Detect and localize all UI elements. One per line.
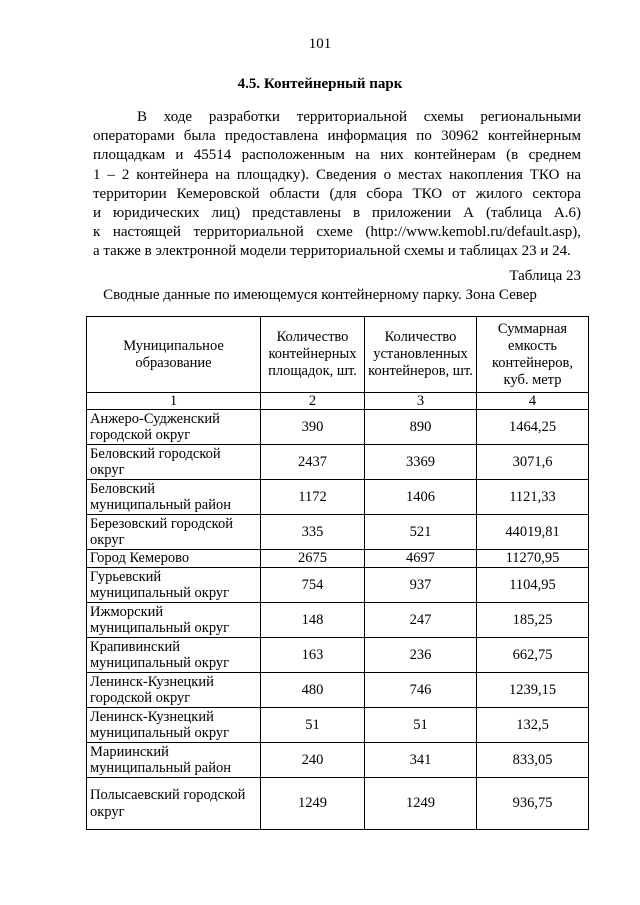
containers-cell: 521 [365, 515, 477, 550]
table-caption: Сводные данные по имеющемуся контейнерному парку. Зона Север [103, 287, 537, 303]
containers-cell: 51 [365, 708, 477, 743]
paragraph-line: а также в электронной модели территориальной схемы и таблицах 23 и 24. [93, 243, 571, 260]
municipality-cell: Мариинский муниципальный район [87, 743, 261, 778]
table-row [87, 568, 589, 603]
municipality-cell: Ленинск-Кузнецкий муниципальный округ [87, 708, 261, 743]
municipality-cell: Крапивинский муниципальный округ [87, 638, 261, 673]
sites-cell: 1249 [261, 778, 365, 830]
header-sites: Количество контейнерных площадок, шт. [261, 317, 365, 393]
page-number: 101 [308, 36, 332, 52]
table-row [87, 673, 589, 708]
table-row [87, 708, 589, 743]
containers-cell: 247 [365, 603, 477, 638]
volume-cell: 1104,95 [477, 568, 589, 603]
volume-cell: 185,25 [477, 603, 589, 638]
table-row [87, 480, 589, 515]
volume-cell: 936,75 [477, 778, 589, 830]
sites-cell: 240 [261, 743, 365, 778]
header-volume: Суммарная емкость контейнеров, куб. метр [477, 317, 589, 393]
volume-cell: 662,75 [477, 638, 589, 673]
municipality-cell: Беловский городской округ [87, 445, 261, 480]
volume-cell: 44019,81 [477, 515, 589, 550]
volume-cell: 1121,33 [477, 480, 589, 515]
sites-cell: 480 [261, 673, 365, 708]
municipality-cell: Ленинск-Кузнецкий городской округ [87, 673, 261, 708]
section-title: 4.5. Контейнерный парк [237, 76, 403, 92]
column-number: 3 [365, 393, 477, 410]
volume-cell: 833,05 [477, 743, 589, 778]
sites-cell: 148 [261, 603, 365, 638]
municipality-cell: Полысаевский городской округ [87, 778, 261, 830]
volume-cell: 1239,15 [477, 673, 589, 708]
volume-cell: 3071,6 [477, 445, 589, 480]
table-row [87, 603, 589, 638]
sites-cell: 51 [261, 708, 365, 743]
paragraph-line: В ходе разработки территориальной схемы региональными [137, 109, 581, 125]
table-row [87, 550, 589, 568]
municipality-cell: Анжеро-Судженский городской округ [87, 410, 261, 445]
volume-cell: 1464,25 [477, 410, 589, 445]
containers-cell: 4697 [365, 550, 477, 568]
containers-cell: 937 [365, 568, 477, 603]
sites-cell: 163 [261, 638, 365, 673]
containers-cell: 746 [365, 673, 477, 708]
volume-cell: 11270,95 [477, 550, 589, 568]
municipality-cell: Ижморский муниципальный округ [87, 603, 261, 638]
table-label: Таблица 23 [509, 268, 581, 284]
header-municipality: Муниципальное образование [87, 317, 261, 393]
sites-cell: 335 [261, 515, 365, 550]
sites-cell: 1172 [261, 480, 365, 515]
volume-cell: 132,5 [477, 708, 589, 743]
table-row [87, 445, 589, 480]
containers-cell: 3369 [365, 445, 477, 480]
containers-cell: 1406 [365, 480, 477, 515]
municipality-cell: Гурьевский муниципальный округ [87, 568, 261, 603]
table-row [87, 778, 589, 830]
containers-cell: 1249 [365, 778, 477, 830]
paragraph-line: и юридических лиц) представлены в приложении А (таблица А.6) [93, 204, 581, 221]
municipality-cell: Березовский городской округ [87, 515, 261, 550]
table-header-row [87, 317, 589, 393]
column-number: 4 [477, 393, 589, 410]
column-number: 1 [87, 393, 261, 410]
sites-cell: 390 [261, 410, 365, 445]
municipality-cell: Город Кемерово [87, 550, 261, 568]
table-row [87, 410, 589, 445]
header-containers: Количество установленных контейнеров, шт. [365, 317, 477, 393]
paragraph-line: к настоящей территориальной схеме (http://www.kemobl.ru/default.asp), [93, 224, 581, 241]
containers-cell: 341 [365, 743, 477, 778]
container-park-table [86, 316, 589, 830]
table-row [87, 743, 589, 778]
containers-cell: 890 [365, 410, 477, 445]
paragraph-line: территории Кемеровской области (для сбора ТКО от жилого сектора [93, 185, 581, 202]
containers-cell: 236 [365, 638, 477, 673]
sites-cell: 2675 [261, 550, 365, 568]
sites-cell: 2437 [261, 445, 365, 480]
table-row [87, 515, 589, 550]
sites-cell: 754 [261, 568, 365, 603]
column-number-row [87, 393, 589, 410]
municipality-cell: Беловский муниципальный район [87, 480, 261, 515]
paragraph-line: операторами была предоставлена информация по 30962 контейнерным [93, 128, 581, 145]
paragraph-line: 1 – 2 контейнера на площадку). Сведения о местах накопления ТКО на [93, 166, 581, 183]
paragraph-line: площадкам и 45514 расположенным на них контейнерам (в среднем [93, 147, 581, 164]
column-number: 2 [261, 393, 365, 410]
table-row [87, 638, 589, 673]
body-paragraph [93, 108, 581, 262]
